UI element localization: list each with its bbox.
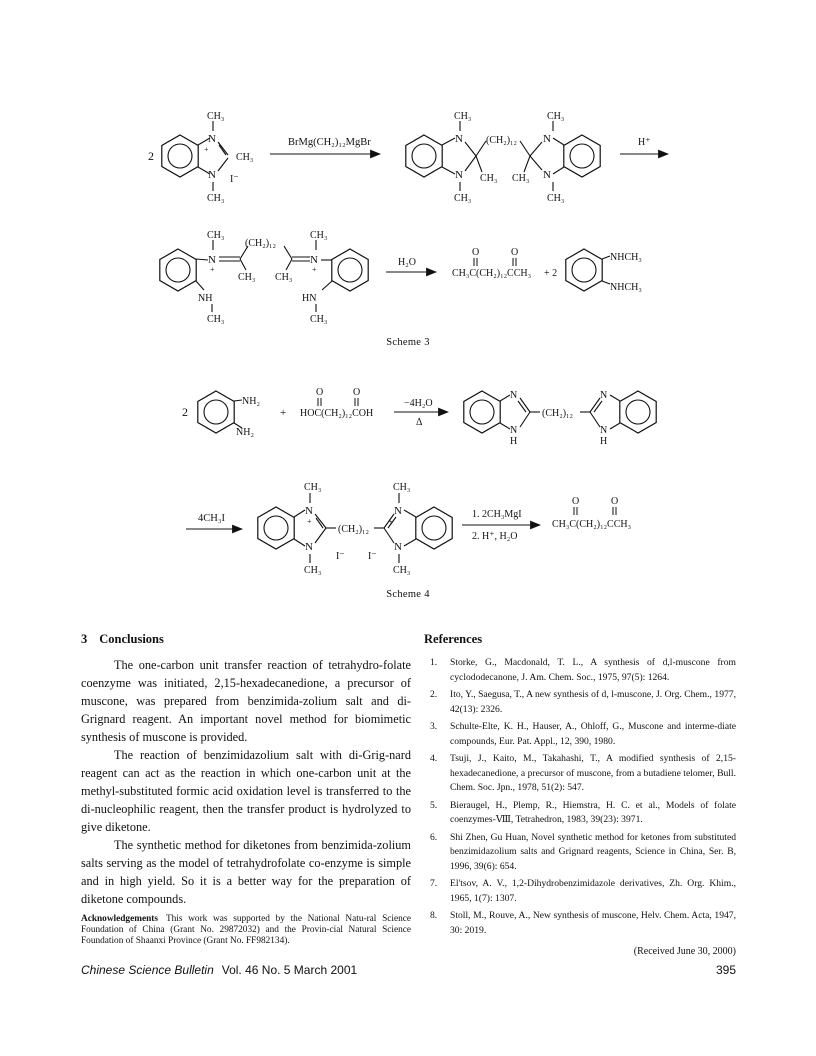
journal-footer xyxy=(81,963,357,977)
ref-num: 2. xyxy=(430,689,438,700)
s3-r2-ch3-e: CH₃ xyxy=(207,314,225,325)
references-section xyxy=(424,632,736,957)
s4-s-chain: (CH₂)₁₂ xyxy=(338,524,370,535)
s4-bz-n1: N xyxy=(510,390,518,401)
s4-bz-n3: N xyxy=(600,390,608,401)
s4-coef: 2 xyxy=(182,405,188,419)
s3-n1: N xyxy=(208,133,216,145)
s4-s-ch3-d: CH₃ xyxy=(393,565,411,576)
s3-r2-ch3-b: CH₃ xyxy=(238,272,256,283)
s4-step1: 1. 2CH₃MgI xyxy=(472,509,522,520)
references-heading: References xyxy=(424,632,483,646)
s4-o2: O xyxy=(353,387,361,398)
s3-reagent: BrMg(CH₂)₁₂MgBr xyxy=(288,137,371,148)
journal-issue: Vol. 46 No. 5 March 2001 xyxy=(221,963,358,977)
s4-s-iodide-a: I⁻ xyxy=(336,551,345,562)
s3-r2-nh: NH xyxy=(198,293,213,304)
conclusions-section xyxy=(81,632,411,948)
s4-bz-h1: H xyxy=(510,436,518,447)
s4-plus: + xyxy=(280,407,287,419)
s4-bz-n2: N xyxy=(510,425,518,436)
s3-p-ch3-e: CH₃ xyxy=(547,111,565,122)
s3-ch3-a: CH₃ xyxy=(207,111,225,122)
ref-num: 1. xyxy=(430,657,438,668)
s4-o4: O xyxy=(611,496,619,507)
s4-bz-h2: H xyxy=(600,436,608,447)
s4-cond-top: −4H₂O xyxy=(404,398,433,409)
page-number: 395 xyxy=(715,963,736,977)
s3-p-ch3-b: CH₃ xyxy=(454,193,472,204)
s4-o3: O xyxy=(572,496,580,507)
ack-text: This work was supported by the National Natu-ral Science Foundation of China (Grant No. 29872032) and the Provin-cial Natural Science Foundation of Shaanxi Province (Grant No. FF982134). xyxy=(81,914,411,947)
s4-step2: 2. H⁺, H₂O xyxy=(472,531,518,542)
s3-r2-chain: (CH₂)₁₂ xyxy=(245,238,277,249)
ref-text: El'tsov, A. V., 1,2-Dihydrobenzimidazole derivatives, Zh. Org. Khim., 1965, 1(7): 1307. xyxy=(450,878,736,905)
s3-iodide: I⁻ xyxy=(230,174,239,185)
ref-text: Schulte-Elte, K. H., Hauser, A., Ohloff, G., Muscone and interme-diate compounds, Eur. Pat. Appl., 12, 390, 1980. xyxy=(450,721,736,747)
journal-name: Chinese Science Bulletin xyxy=(81,963,214,977)
conclusions-paragraph-2: The reaction of benzimidazolium salt with di-Grig-nard reagent can act as the reaction in which one-carbon unit at the methyl-substituted formic acid oxidation level is transferred to the di-nucleophilic reagent, then the transfer product is hydrolyzed to give diketone. xyxy=(81,748,411,834)
s3-nhch3-b: NHCH₃ xyxy=(610,282,642,293)
s4-o1: O xyxy=(316,387,324,398)
s3-p-n2: N xyxy=(455,169,463,181)
s3-p-n3: N xyxy=(543,133,551,145)
reference-item xyxy=(424,720,736,749)
s4-chain: (CH₂)₁₂ xyxy=(542,408,574,419)
ref-num: 6. xyxy=(430,831,438,843)
conclusions-paragraph-3: The synthetic method for diketones from benzimida-zolium salts serving as the model of tetrahydrofolate co-enzyme is simple and in high yield. So it is a better way for the preparation of diketone compounds. xyxy=(81,838,411,906)
s3-r2-plus2: + xyxy=(312,265,317,274)
acknowledgements xyxy=(81,914,411,948)
reference-list xyxy=(424,656,736,939)
s3-p-ch3-f: CH₃ xyxy=(547,193,565,204)
scheme-3 xyxy=(0,100,816,330)
ref-text: Storke, G., Macdonald, T. L., A synthesis of d,l-muscone from cyclododecanone, J. Am. Chem. Soc., 1975, 97(5): 1264. xyxy=(450,657,736,683)
s3-plus1: + xyxy=(204,145,209,154)
s4-diketone: CH₃C(CH₂)₁₂CCH₃ xyxy=(552,519,632,530)
s4-s-n2: N xyxy=(305,541,313,553)
reference-item xyxy=(424,831,736,875)
s4-reagent: 4CH₃I xyxy=(198,513,225,524)
s3-r2-n1: N xyxy=(208,254,216,266)
s4-s-ch3-b: CH₃ xyxy=(304,565,322,576)
ref-num: 8. xyxy=(430,910,438,922)
s3-acid: H⁺ xyxy=(638,137,651,148)
s4-nh2-a: NH₂ xyxy=(242,396,260,407)
ref-text: Bieraugel, H., Plemp, R., Hiemstra, H. C. et al., Models of folate coenzymes-Ⅷ, Tetrahedron, 1983, 39(23): 3971. xyxy=(450,799,736,826)
reference-item xyxy=(424,688,736,717)
s3-p-n1: N xyxy=(455,133,463,145)
s4-s-n1: N xyxy=(305,505,313,517)
s4-nh2-b: NH₂ xyxy=(236,427,254,438)
s3-ch3-c: CH₃ xyxy=(207,193,225,204)
s3-p-n4: N xyxy=(543,169,551,181)
s3-r2-n2: N xyxy=(310,254,318,266)
s4-s-iodide-b: I⁻ xyxy=(368,551,377,562)
s3-p-ch3-d: CH₃ xyxy=(512,173,530,184)
s3-r2-plus1: + xyxy=(210,265,215,274)
s3-n2: N xyxy=(208,169,216,181)
ref-text: Shi Zhen, Gu Huan, Novel synthetic method for ketones from substituted benzimidazolium salts and Grignard reagents, Science in China, Ser. B, 1996, 39(6): 654. xyxy=(450,831,736,873)
s3-p-ch3-c: CH₃ xyxy=(480,173,498,184)
s4-s-plus1: + xyxy=(307,517,312,526)
s4-s-n3: N xyxy=(394,505,402,517)
s3-ch3-b: CH₃ xyxy=(236,152,254,163)
s3-r2-ch3-f: CH₃ xyxy=(310,314,328,325)
s3-o2: O xyxy=(511,247,519,258)
reference-item xyxy=(424,877,736,906)
received-date: (Received June 30, 2000) xyxy=(633,945,736,957)
s3-water: H₂O xyxy=(398,257,416,268)
ref-num: 7. xyxy=(430,878,438,890)
s3-r2-hn: HN xyxy=(302,293,317,304)
reference-item xyxy=(424,656,736,685)
s3-diketone: CH₃C(CH₂)₁₂CCH₃ xyxy=(452,268,532,279)
scheme-4-caption: Scheme 4 xyxy=(386,589,430,600)
s3-r2-ch3-a: CH₃ xyxy=(207,230,225,241)
s4-acid: HOC(CH₂)₁₂COH xyxy=(300,408,374,419)
s3-nhch3-a: NHCH₃ xyxy=(610,252,642,263)
s3-plus2: + 2 xyxy=(544,268,558,279)
conclusions-paragraph-1: The one-carbon unit transfer reaction of tetrahydro-folate coenzyme was initiated, 2,15-hexadecanedione, a precursor of muscone, was prepared from benzimida-zolium salt and di-Grignard reagent. An important novel method for biomimetic synthesis of muscone is provided. xyxy=(81,658,411,744)
ref-num: 5. xyxy=(430,799,438,811)
s4-s-ch3-c: CH₃ xyxy=(393,482,411,493)
s3-r2-ch3-d: CH₃ xyxy=(310,230,328,241)
s3-r2-ch3-c: CH₃ xyxy=(275,272,293,283)
s4-s-ch3-a: CH₃ xyxy=(304,482,322,493)
reference-item xyxy=(424,909,736,938)
ref-num: 4. xyxy=(430,753,438,764)
s4-s-plus2: + xyxy=(388,517,393,526)
reference-item xyxy=(424,752,736,796)
s3-coef: 2 xyxy=(148,149,154,163)
s3-p-chain: (CH₂)₁₂ xyxy=(486,135,518,146)
ref-text: Tsuji, J., Kaito, M., Takahashi, T., A modified synthesis of 2,15-hexadecanedione, a precursor of muscone, from a butadiene telomer, Bull. Chem. Soc. Jpn., 1978, 51(2): 547. xyxy=(450,753,736,794)
scheme-3-figure xyxy=(0,100,816,330)
scheme-4-figure xyxy=(0,376,816,584)
ref-text: Ito, Y., Saegusa, T., A new synthesis of d, l-muscone, J. Org. Chem., 1977, 42(13): 2326. xyxy=(450,689,736,715)
scheme-4 xyxy=(0,376,816,584)
ack-label: Acknowledgements xyxy=(81,914,158,924)
s4-s-n4: N xyxy=(394,541,402,553)
section-title: Conclusions xyxy=(99,632,164,646)
scheme-3-caption: Scheme 3 xyxy=(386,337,430,348)
s3-o1: O xyxy=(472,247,480,258)
reference-item xyxy=(424,799,736,828)
s4-cond-bottom: Δ xyxy=(416,417,423,428)
ref-text: Stoll, M., Rouve, A., New synthesis of muscone, Helv. Chem. Acta, 1947, 30: 2019. xyxy=(450,910,736,937)
ref-num: 3. xyxy=(430,721,438,732)
s3-p-ch3-a: CH₃ xyxy=(454,111,472,122)
s4-bz-n4: N xyxy=(600,425,608,436)
section-number: 3 xyxy=(81,632,88,646)
conclusions-heading xyxy=(81,632,411,647)
